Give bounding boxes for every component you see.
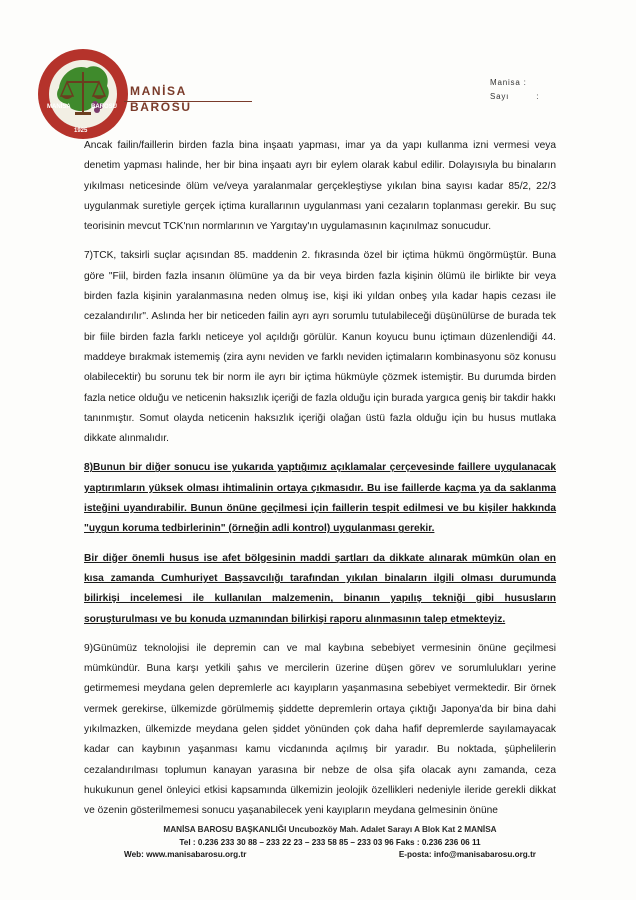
- logo-text-top: MANİSA: [47, 104, 71, 110]
- logo-text-right: BAROSU: [91, 104, 118, 110]
- paragraph: 9)Günümüz teknolojisi ile depremin can ve mal kaybına sebebiyet vermesinin önüne geçilmesi mümkündür. Buna karşı yetkili şahıs ve mercilerin üzerine düşen görev ve sorumlulukları yerine getirmemesi meydana gelen depremlerle acı kayıpların yaşanmasına sebebiyet vermektedir. Bir örnek vermek gerekirse, ülkemizde görülmemiş şiddette depremlerin ortaya çıktığı Japonya'da bir bina dahi yıkılmazken, ülkemizde meydana gelen şiddet yönünden çok daha hafif depremlerde sayılamayacak kadar can kaybının yaşanması kamu vicdanında açılmış bir yaradır. Bu noktada, şüphelilerin cezalandırılması toplumun kanayan yarasına bir nebze de olsa şifa olacak aynı zamanda, ceza hukukunun genel önleyici etkisi kapsamında ülkemizin jeolojik özellikleri nedeniyle ileride gerekli dikkat ve özenin gösterilmemesi sonucu yaşanabilecek yeni kayıpların meydana gelmesinin önüne: [84, 642, 556, 817]
- paragraph-emphasis: Bir diğer önemli husus ise afet bölgesinin maddi şartları da dikkate alınarak mümkün olan en kısa zamanda Cumhuriyet Başsavcılığı tarafından yıkılan binaların ilgili olması durumunda bilirkişi incelemesi ile kullanılan malzemenin, binanın yapılış tekniği gibi hususların soruşturulması ve bu konuda uzmanından bilirkişi raporu alınmasının talep etmekteyiz.: [84, 552, 556, 625]
- paragraph: Ancak failin/faillerin birden fazla bina inşaatı yapması, imar ya da yapı kullanma izni vermesi veya denetim yapması halinde, her bir bina inşaatı ayrı bir eylem olarak kabul edilir. Dolayısıyla bu binaların yıkılması neticesinde ölüm ve/veya yaralanmalar gerçekleştiyse yıkılan bina sayısı kadar 85/2, 22/3 uygulanmak suretiyle gerçek içtima kurallarının uygulanması yani cezaların toplanması gerekir. Bu suç teorisinin mevcut TCK'nın normlarının ve Yargıtay'ın uygulamasının kaçınılmaz sonucudur.: [84, 140, 556, 233]
- footer-phone: Tel : 0.236 233 30 88 – 233 22 23 – 233 58 85 – 233 03 96 Faks : 0.236 236 06 11: [179, 837, 481, 847]
- footer-email[interactable]: E-posta: info@manisabarosu.org.tr: [398, 850, 536, 860]
- letter-body: [84, 136, 556, 832]
- bar-association-logo: [37, 48, 129, 140]
- letterhead-title: [124, 83, 252, 114]
- paragraph: 7)TCK, taksirli suçlar açısından 85. maddenin 2. fıkrasında özel bir içtima hükmü öngörmüştür. Buna göre "Fiil, birden fazla insanın ölümüne ya da bir veya birden fazla kişinin ölümü ile birlikte bir veya birden fazla kişinin yaralanmasına neden olmuş ise, kişi iki yıldan onbeş yıla kadar hapis cezası ile cezalandırılır". Aslında her bir neticeden failin ayrı ayrı sorumlu tutulabileceği düşünülürse de burada tek bir fiile birden fazla farklı neticeye yol açıldığı görülür. Kanun koyucu bunu içtimaın düzenlendiği 44. maddeye bırakmak istememiş (zira aynı neviden ve farklı neviden içtimaların kombinasyonu söz konusu olabilecektir) bu sorunu tek bir norm ile ayrı bir içtima hükmüyle çözmek istemiştir. Bu durumda birden fazla netice olduğu ve neticenin haksızlık içeriği de fazla olduğu için burada yargıca geniş bir takdir hakkı tanınmıştır. Somut olayda neticenin haksızlık içeriği olağan üstü fazla olduğu için bu husus mutlaka dikkate alınmalıdır.: [84, 250, 556, 445]
- meta-sayi: [490, 90, 539, 104]
- meta-sayi-colon: :: [536, 92, 540, 101]
- seal-icon: [37, 48, 129, 140]
- meta-sayi-label: Sayı: [490, 92, 510, 101]
- footer-address: MANİSA BAROSU BAŞKANLIĞI Uncubozköy Mah. Adalet Sarayı A Blok Kat 2 MANİSA: [163, 825, 497, 834]
- bar-name: MANİSA BAROSU: [130, 84, 192, 114]
- logo-year: 1925: [74, 128, 88, 134]
- meta-city: Manisa :: [490, 78, 527, 87]
- footer-web[interactable]: Web: www.manisabarosu.org.tr: [124, 850, 247, 860]
- paragraph-emphasis: 8)Bunun bir diğer sonucu ise yukarıda yaptığımız açıklamalar çerçevesinde faillere uygulanacak yaptırımların yüksek olması ihtimalinin ortaya çıkmasıdır. Bu ise faillerde kaçma ya da saklanma isteğini uyandırabilir. Bunun önüne geçilmesi için faillerin tespit edilmesi ve bu kişiler hakkında "uygun koruma tedbirlerinin" (örneğin adli kontrol) uygulanması gerekir.: [84, 462, 556, 535]
- letter-meta: [490, 76, 539, 104]
- title-rule: [124, 101, 252, 102]
- letter-footer: [120, 824, 540, 862]
- footer-web-row: [120, 849, 540, 862]
